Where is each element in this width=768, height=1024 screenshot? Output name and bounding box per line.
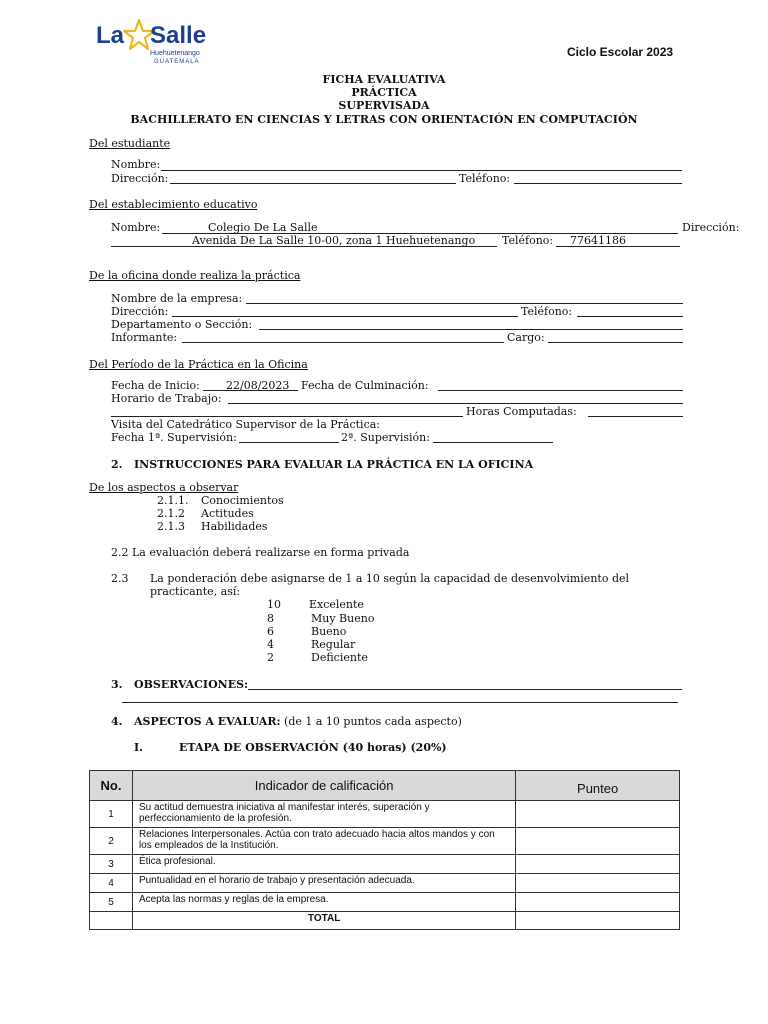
row-punteo[interactable] <box>516 874 680 893</box>
label-direccion-estudiante: Dirección: <box>111 172 169 185</box>
label-telefono-oficina: Teléfono: <box>521 305 573 318</box>
field-informante[interactable] <box>182 342 504 343</box>
table-row <box>90 828 680 855</box>
label-informante: Informante: <box>111 331 178 344</box>
field-direccion-estudiante[interactable] <box>170 183 456 184</box>
label-visita: Visita del Catedrático Supervisor de la Práctica: <box>111 418 381 431</box>
field-empresa[interactable] <box>246 303 683 304</box>
aspecto-num: 2.1.1. <box>157 494 189 507</box>
aspecto-label: Habilidades <box>201 520 268 533</box>
title-practica: PRÁCTICA <box>351 86 417 99</box>
row-no: 4 <box>90 874 133 893</box>
evaluation-table <box>89 770 680 930</box>
row-punteo[interactable] <box>516 801 680 828</box>
aspectos-evaluar-note: (de 1 a 10 puntos cada aspecto) <box>284 715 462 728</box>
row-punteo[interactable] <box>516 893 680 912</box>
field-supervision-2[interactable] <box>433 442 553 443</box>
row-no: 3 <box>90 855 133 874</box>
field-horario-cont[interactable] <box>111 416 463 417</box>
section-estudiante: Del estudiante <box>89 137 171 150</box>
value-direccion-establecimiento: Avenida De La Salle 10-00, zona 1 Huehuetenango <box>192 234 476 247</box>
title-ficha: FICHA EVALUATIVA <box>322 73 446 86</box>
total-empty <box>90 912 133 930</box>
row-punteo[interactable] <box>516 828 680 855</box>
table-row <box>90 893 680 912</box>
observaciones-label: OBSERVACIONES: <box>134 678 249 691</box>
label-supervision-1: Fecha 1ª. Supervisión: <box>111 431 237 444</box>
label-telefono-estudiante: Teléfono: <box>459 172 511 185</box>
etapa-label: ETAPA DE OBSERVACIÓN (40 horas) (20%) <box>179 741 447 754</box>
item-2-3-num: 2.3 <box>111 572 129 585</box>
label-direccion-establecimiento: Dirección: <box>682 221 740 234</box>
item-2-3-line1: La ponderación debe asignarse de 1 a 10 según la capacidad de desenvolvimiento del <box>150 572 630 585</box>
label-departamento: Departamento o Sección: <box>111 318 253 331</box>
label-direccion-oficina: Dirección: <box>111 305 169 318</box>
value-telefono-establecimiento: 77641186 <box>570 234 626 247</box>
field-departamento[interactable] <box>259 329 683 330</box>
field-horas[interactable] <box>588 416 683 417</box>
label-telefono-establecimiento: Teléfono: <box>502 234 554 247</box>
section-oficina: De la oficina donde realiza la práctica <box>89 269 301 282</box>
aspecto-num: 2.1.3 <box>157 520 185 533</box>
value-nombre-establecimiento: Colegio De La Salle <box>208 221 318 234</box>
escala-label: Bueno <box>311 625 347 638</box>
label-nombre-estudiante: Nombre: <box>111 158 161 171</box>
field-nombre-estudiante[interactable] <box>161 170 682 171</box>
label-nombre-establecimiento: Nombre: <box>111 221 161 234</box>
field-supervision-1[interactable] <box>239 442 339 443</box>
escala-valor: 8 <box>267 612 274 625</box>
logo-city: Huehuetenango <box>150 50 200 57</box>
row-indicador: Ética profesional. <box>132 855 515 874</box>
escala-label: Regular <box>311 638 356 651</box>
table-row <box>90 874 680 893</box>
logo-country: GUATEMALA <box>154 59 200 65</box>
table-row <box>90 801 680 828</box>
escala-label: Deficiente <box>311 651 368 664</box>
row-indicador: Acepta las normas y reglas de la empresa. <box>132 893 515 912</box>
field-direccion-oficina[interactable] <box>172 316 518 317</box>
row-punteo[interactable] <box>516 855 680 874</box>
field-telefono-oficina[interactable] <box>577 316 683 317</box>
header-indicador: Indicador de calificación <box>132 771 515 801</box>
school-logo <box>96 18 216 66</box>
title-supervisada: SUPERVISADA <box>338 99 430 112</box>
header-punteo: Punteo <box>516 771 680 801</box>
row-indicador: Su actitud demuestra iniciativa al manifestar interés, superación y perfeccionamiento de la profesión. <box>132 801 515 828</box>
label-horas: Horas Computadas: <box>466 405 577 418</box>
escala-valor: 6 <box>267 625 274 638</box>
label-horario: Horario de Trabajo: <box>111 392 222 405</box>
section-establecimiento: Del establecimiento educativo <box>89 198 258 211</box>
field-horario[interactable] <box>228 403 683 404</box>
table-header-row <box>90 771 680 801</box>
header-no: No. <box>90 771 133 801</box>
field-observaciones-cont[interactable] <box>122 702 678 703</box>
aspectos-evaluar-line <box>134 715 462 728</box>
title-bachillerato: BACHILLERATO EN CIENCIAS Y LETRAS CON ORIENTACIÓN EN COMPUTACIÓN <box>130 113 638 126</box>
label-fecha-inicio: Fecha de Inicio: <box>111 379 200 392</box>
value-fecha-inicio: 22/08/2023 <box>226 379 290 392</box>
label-fecha-culminacion: Fecha de Culminación: <box>301 379 429 392</box>
row-indicador: Puntualidad en el horario de trabajo y presentación adecuada. <box>132 874 515 893</box>
logo-salle: Salle <box>150 22 207 49</box>
row-no: 2 <box>90 828 133 855</box>
field-observaciones[interactable] <box>248 689 682 690</box>
label-supervision-2: 2ª. Supervisión: <box>341 431 430 444</box>
row-no: 1 <box>90 801 133 828</box>
section-periodo: Del Período de la Práctica en la Oficina <box>89 358 308 371</box>
etapa-num: I. <box>134 741 143 754</box>
logo-la: La <box>96 22 125 49</box>
table-total-row <box>90 912 680 930</box>
label-cargo: Cargo: <box>507 331 545 344</box>
escala-valor: 10 <box>267 598 281 611</box>
aspecto-label: Actitudes <box>201 507 254 520</box>
escala-label: Excelente <box>309 598 364 611</box>
escala-valor: 2 <box>267 651 274 664</box>
aspecto-label: Conocimientos <box>201 494 284 507</box>
aspectos-evaluar-label: ASPECTOS A EVALUAR: <box>134 715 281 728</box>
aspectos-heading: De los aspectos a observar <box>89 481 239 494</box>
instrucciones-heading: INSTRUCCIONES PARA EVALUAR LA PRÁCTICA EN LA OFICINA <box>134 458 534 471</box>
item-2-3-line2: practicante, así: <box>150 585 241 598</box>
aspectos-evaluar-num: 4. <box>111 715 123 728</box>
observaciones-num: 3. <box>111 678 123 691</box>
total-label: TOTAL <box>132 912 515 930</box>
item-2-2: 2.2 La evaluación deberá realizarse en forma privada <box>111 546 410 559</box>
table-row <box>90 855 680 874</box>
field-fecha-culminacion[interactable] <box>438 390 683 391</box>
field-telefono-estudiante[interactable] <box>514 183 682 184</box>
total-punteo[interactable] <box>516 912 680 930</box>
row-indicador: Relaciones Interpersonales. Actúa con trato adecuado hacia altos mandos y con los empleados de la Institución. <box>132 828 515 855</box>
label-empresa: Nombre de la empresa: <box>111 292 243 305</box>
field-cargo[interactable] <box>548 342 683 343</box>
instrucciones-num: 2. <box>111 458 123 471</box>
row-no: 5 <box>90 893 133 912</box>
escala-label: Muy Bueno <box>311 612 375 625</box>
escala-valor: 4 <box>267 638 274 651</box>
aspecto-num: 2.1.2 <box>157 507 185 520</box>
ciclo-escolar: Ciclo Escolar 2023 <box>567 45 674 59</box>
